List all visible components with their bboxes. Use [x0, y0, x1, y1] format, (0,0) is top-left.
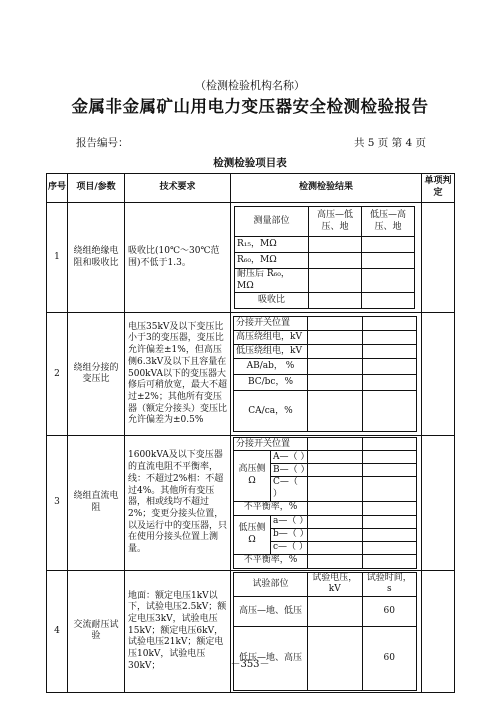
value-cell[interactable]: [362, 253, 415, 269]
row-seq: 2: [47, 313, 68, 436]
value-cell[interactable]: [309, 253, 362, 269]
value-cell[interactable]: [362, 345, 417, 359]
page-number: －353－: [230, 659, 270, 670]
hv-side-label: 高压侧 Ω: [234, 451, 271, 501]
phase-b-label: B—（ ）: [271, 464, 308, 477]
value-cell[interactable]: [362, 293, 415, 309]
result-subtable: [233, 316, 417, 432]
header-judgement: 单项判定: [422, 174, 455, 203]
header-requirement: 技术要求: [125, 174, 231, 203]
value-cell[interactable]: [308, 317, 363, 331]
value-cell[interactable]: [308, 375, 363, 391]
value-cell[interactable]: [308, 597, 363, 627]
value-cell[interactable]: [362, 359, 417, 375]
value-cell[interactable]: [362, 464, 417, 477]
lv-high-ground-label: 低压—高压、地: [362, 207, 415, 237]
row-item: 交流耐压试验: [68, 570, 125, 692]
value-cell[interactable]: [308, 331, 363, 345]
report-title: 金属非金属矿山用电力变压器安全检测检验报告: [71, 97, 429, 116]
value-cell[interactable]: [308, 477, 362, 501]
hv-winding-voltage-label: 高压绕组电，kV: [234, 331, 308, 345]
header-result: 检测检验结果: [231, 174, 422, 203]
value-cell[interactable]: [309, 293, 362, 309]
table-caption: 检测检验项目表: [213, 157, 287, 169]
ca-ratio-label: CA/ca，%: [234, 391, 308, 432]
lv-side-label: 低压侧 Ω: [234, 515, 271, 554]
value-cell[interactable]: [308, 501, 362, 515]
value-cell[interactable]: [308, 391, 363, 432]
value-cell[interactable]: [362, 269, 415, 293]
value-cell[interactable]: [308, 554, 362, 568]
value-cell[interactable]: [362, 237, 415, 253]
value-cell[interactable]: [308, 528, 362, 541]
value-cell[interactable]: [308, 541, 362, 554]
value-cell[interactable]: [362, 438, 417, 451]
header-item: 项目/参数: [68, 174, 125, 203]
value-cell[interactable]: [362, 375, 417, 391]
test-time-label: 试验时间，s: [362, 572, 417, 596]
row-judgement[interactable]: [422, 203, 455, 313]
report-number-label: 报告编号：: [76, 137, 129, 149]
value-cell[interactable]: [362, 501, 417, 515]
value-cell[interactable]: [308, 451, 362, 464]
row-item: 绕组直流电阻: [68, 436, 125, 570]
table-row: [47, 570, 455, 692]
r60-label: R₆₀，MΩ: [235, 253, 309, 269]
test-voltage-label: 试验电压，kV: [308, 572, 363, 596]
test-position-label: 试验部位: [234, 572, 308, 596]
inspection-table: [46, 173, 455, 693]
hv-low-ground-label: 高压—低压、地: [309, 207, 362, 237]
value-cell[interactable]: [362, 331, 417, 345]
value-cell[interactable]: [362, 317, 417, 331]
row-result: [231, 570, 422, 692]
page-info: 共 5 页 第 4 页: [353, 137, 426, 149]
phase-c-lower-label: c—（ ）: [271, 541, 308, 554]
value-cell[interactable]: [308, 438, 362, 451]
value-cell[interactable]: [362, 528, 417, 541]
tap-position-label: 分接开关位置: [234, 317, 308, 331]
table-row: [47, 203, 455, 313]
value-cell[interactable]: [308, 464, 362, 477]
value-cell[interactable]: [362, 451, 417, 464]
ab-ratio-label: AB/ab， %: [234, 359, 308, 375]
bc-ratio-label: BC/bc，%: [234, 375, 308, 391]
measure-position-label: 测量部位: [235, 207, 309, 237]
value-cell[interactable]: [309, 269, 362, 293]
unbalance-rate-label: 不平衡率，%: [234, 501, 308, 515]
header-seq: 序号: [47, 174, 68, 203]
row-judgement[interactable]: [422, 313, 455, 436]
r15-label: R₁₅，MΩ: [235, 237, 309, 253]
lv-ground-hv-label: 低压—地、高压: [234, 627, 308, 691]
row-result: [231, 203, 422, 313]
lv-winding-voltage-label: 低压绕组电，kV: [234, 345, 308, 359]
agency-name: （检测检验机构名称）: [195, 79, 305, 92]
phase-b-lower-label: b—（ ）: [271, 528, 308, 541]
test-time-value: 60: [362, 627, 417, 691]
phase-a-label: A—（ ）: [271, 451, 308, 464]
row-requirement: 吸收比(10℃～30℃范围)不低于1.3。: [125, 203, 231, 313]
phase-a-lower-label: a—（ ）: [271, 515, 308, 528]
value-cell[interactable]: [309, 237, 362, 253]
hv-ground-lv-label: 高压—地、低压: [234, 597, 308, 627]
row-judgement[interactable]: [422, 570, 455, 692]
value-cell[interactable]: [362, 477, 417, 501]
absorption-ratio-label: 吸收比: [235, 293, 309, 309]
row-item: 绕组绝缘电阻和吸收比: [68, 203, 125, 313]
value-cell[interactable]: [308, 345, 363, 359]
value-cell[interactable]: [308, 359, 363, 375]
row-requirement: 地面：额定电压1kV以下，试验电压2.5kV；额定电压3kV，试验电压15kV；额定电压6kV，试验电压21kV；额定电压10kV，试验电压30kV；: [125, 570, 231, 692]
result-subtable: [233, 572, 417, 691]
row-requirement: 1600kVA及以下变压器的直流电阻不平衡率，线：不超过2%相：不超过4%。其他所有变压器，相或线均不超过2%；变更分接头位置，以及运行中的变压器，只在使用分接头位置上测量。: [125, 436, 231, 570]
row-item: 绕组分接的变压比: [68, 313, 125, 436]
row-result: [231, 313, 422, 436]
row-requirement: 电压35kV及以下变压比小于3的变压器，变压比允许偏差±1%，但高压侧6.3kV及以下且容量在500kVA以下的变压器大修后可稍放宽，最大不超过±2%；其他所有变压器（额定分接头）变压比允许偏差为±0.5%: [125, 313, 231, 436]
value-cell[interactable]: [362, 391, 417, 432]
value-cell[interactable]: [308, 515, 362, 528]
result-subtable: [233, 437, 417, 568]
table-header-row: [47, 174, 455, 203]
table-row: [47, 436, 455, 570]
row-seq: 1: [47, 203, 68, 313]
table-row: [47, 313, 455, 436]
r60-after-label: 耐压后 R₆₀，MΩ: [235, 269, 309, 293]
row-judgement[interactable]: [422, 436, 455, 570]
row-result: [231, 436, 422, 570]
row-seq: 3: [47, 436, 68, 570]
value-cell[interactable]: [362, 554, 417, 568]
value-cell[interactable]: [362, 515, 417, 528]
result-subtable: [234, 206, 415, 309]
row-seq: 4: [47, 570, 68, 692]
value-cell[interactable]: [362, 541, 417, 554]
test-time-value: 60: [362, 597, 417, 627]
unbalance-rate-label: 不平衡率，%: [234, 554, 308, 568]
phase-c-label: C—（ ）: [271, 477, 308, 501]
tap-position-label: 分接开关位置: [234, 438, 308, 451]
